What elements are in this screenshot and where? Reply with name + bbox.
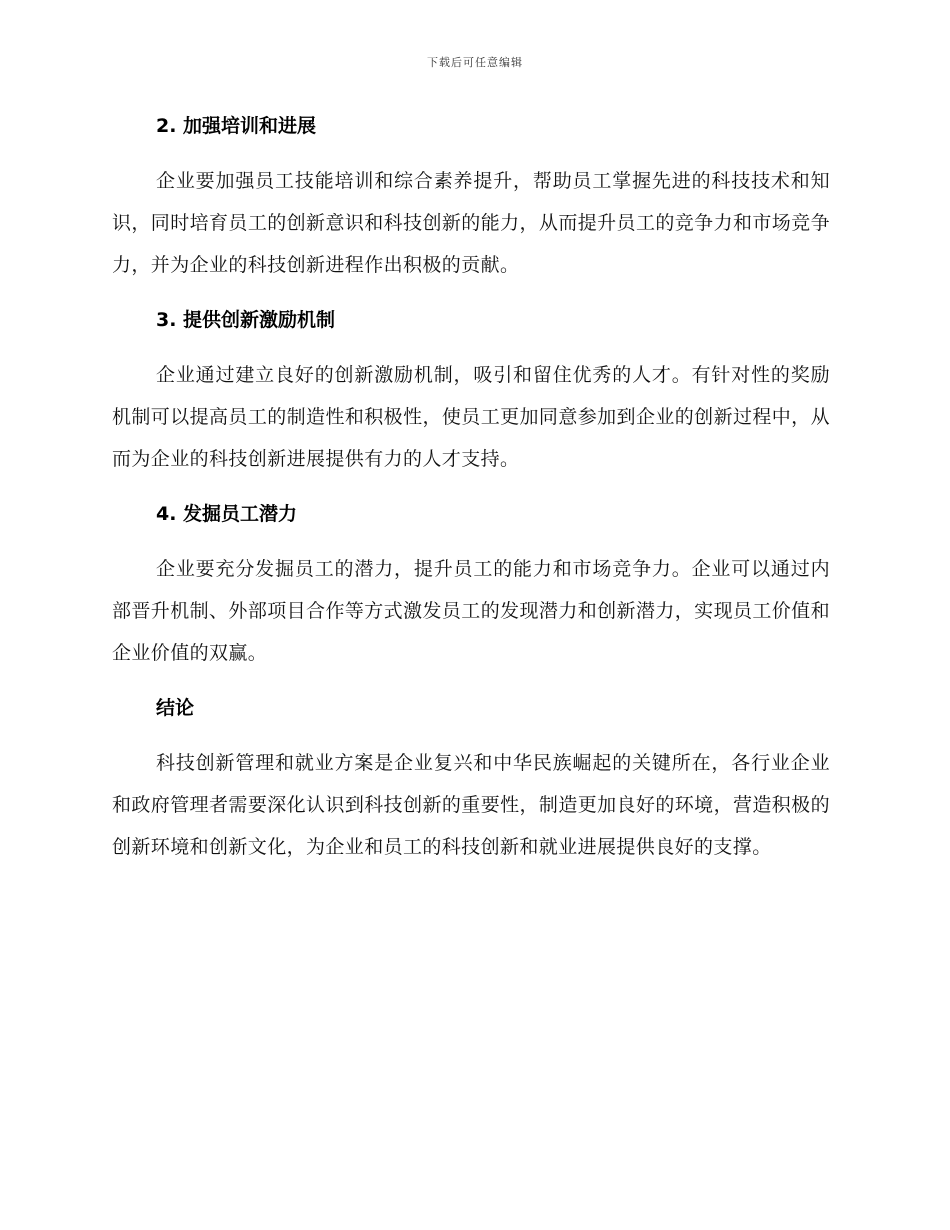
section-potential (112, 498, 830, 674)
section-heading: 4. 发掘员工潜力 (156, 503, 298, 525)
section-heading: 结论 (156, 697, 195, 719)
section-paragraph: 企业要加强员工技能培训和综合素养提升，帮助员工掌握先进的科技技术和知识，同时培育员工的创新意识和科技创新的能力，从而提升员工的竞争力和市场竞争力，并为企业的科技创新进程作出积极的贡献。 (112, 170, 830, 276)
document-body (112, 110, 830, 886)
page-header: 下载后可任意编辑 (427, 56, 523, 69)
section-heading: 3. 提供创新激励机制 (156, 309, 336, 331)
section-paragraph: 企业通过建立良好的创新激励机制，吸引和留住优秀的人才。有针对性的奖励机制可以提高员工的制造性和积极性，使员工更加同意参加到企业的创新过程中，从而为企业的科技创新进展提供有力的人才支持。 (112, 364, 830, 470)
section-paragraph: 科技创新管理和就业方案是企业复兴和中华民族崛起的关键所在，各行业企业和政府管理者需要深化认识到科技创新的重要性，制造更加良好的环境，营造积极的创新环境和创新文化，为企业和员工的科技创新和就业进展提供良好的支撑。 (112, 752, 830, 858)
section-paragraph: 企业要充分发掘员工的潜力，提升员工的能力和市场竞争力。企业可以通过内部晋升机制、外部项目合作等方式激发员工的发现潜力和创新潜力，实现员工价值和企业价值的双赢。 (112, 558, 830, 664)
section-heading: 2. 加强培训和进展 (156, 115, 317, 137)
section-incentive (112, 304, 830, 480)
section-training (112, 110, 830, 286)
section-conclusion (112, 692, 830, 868)
